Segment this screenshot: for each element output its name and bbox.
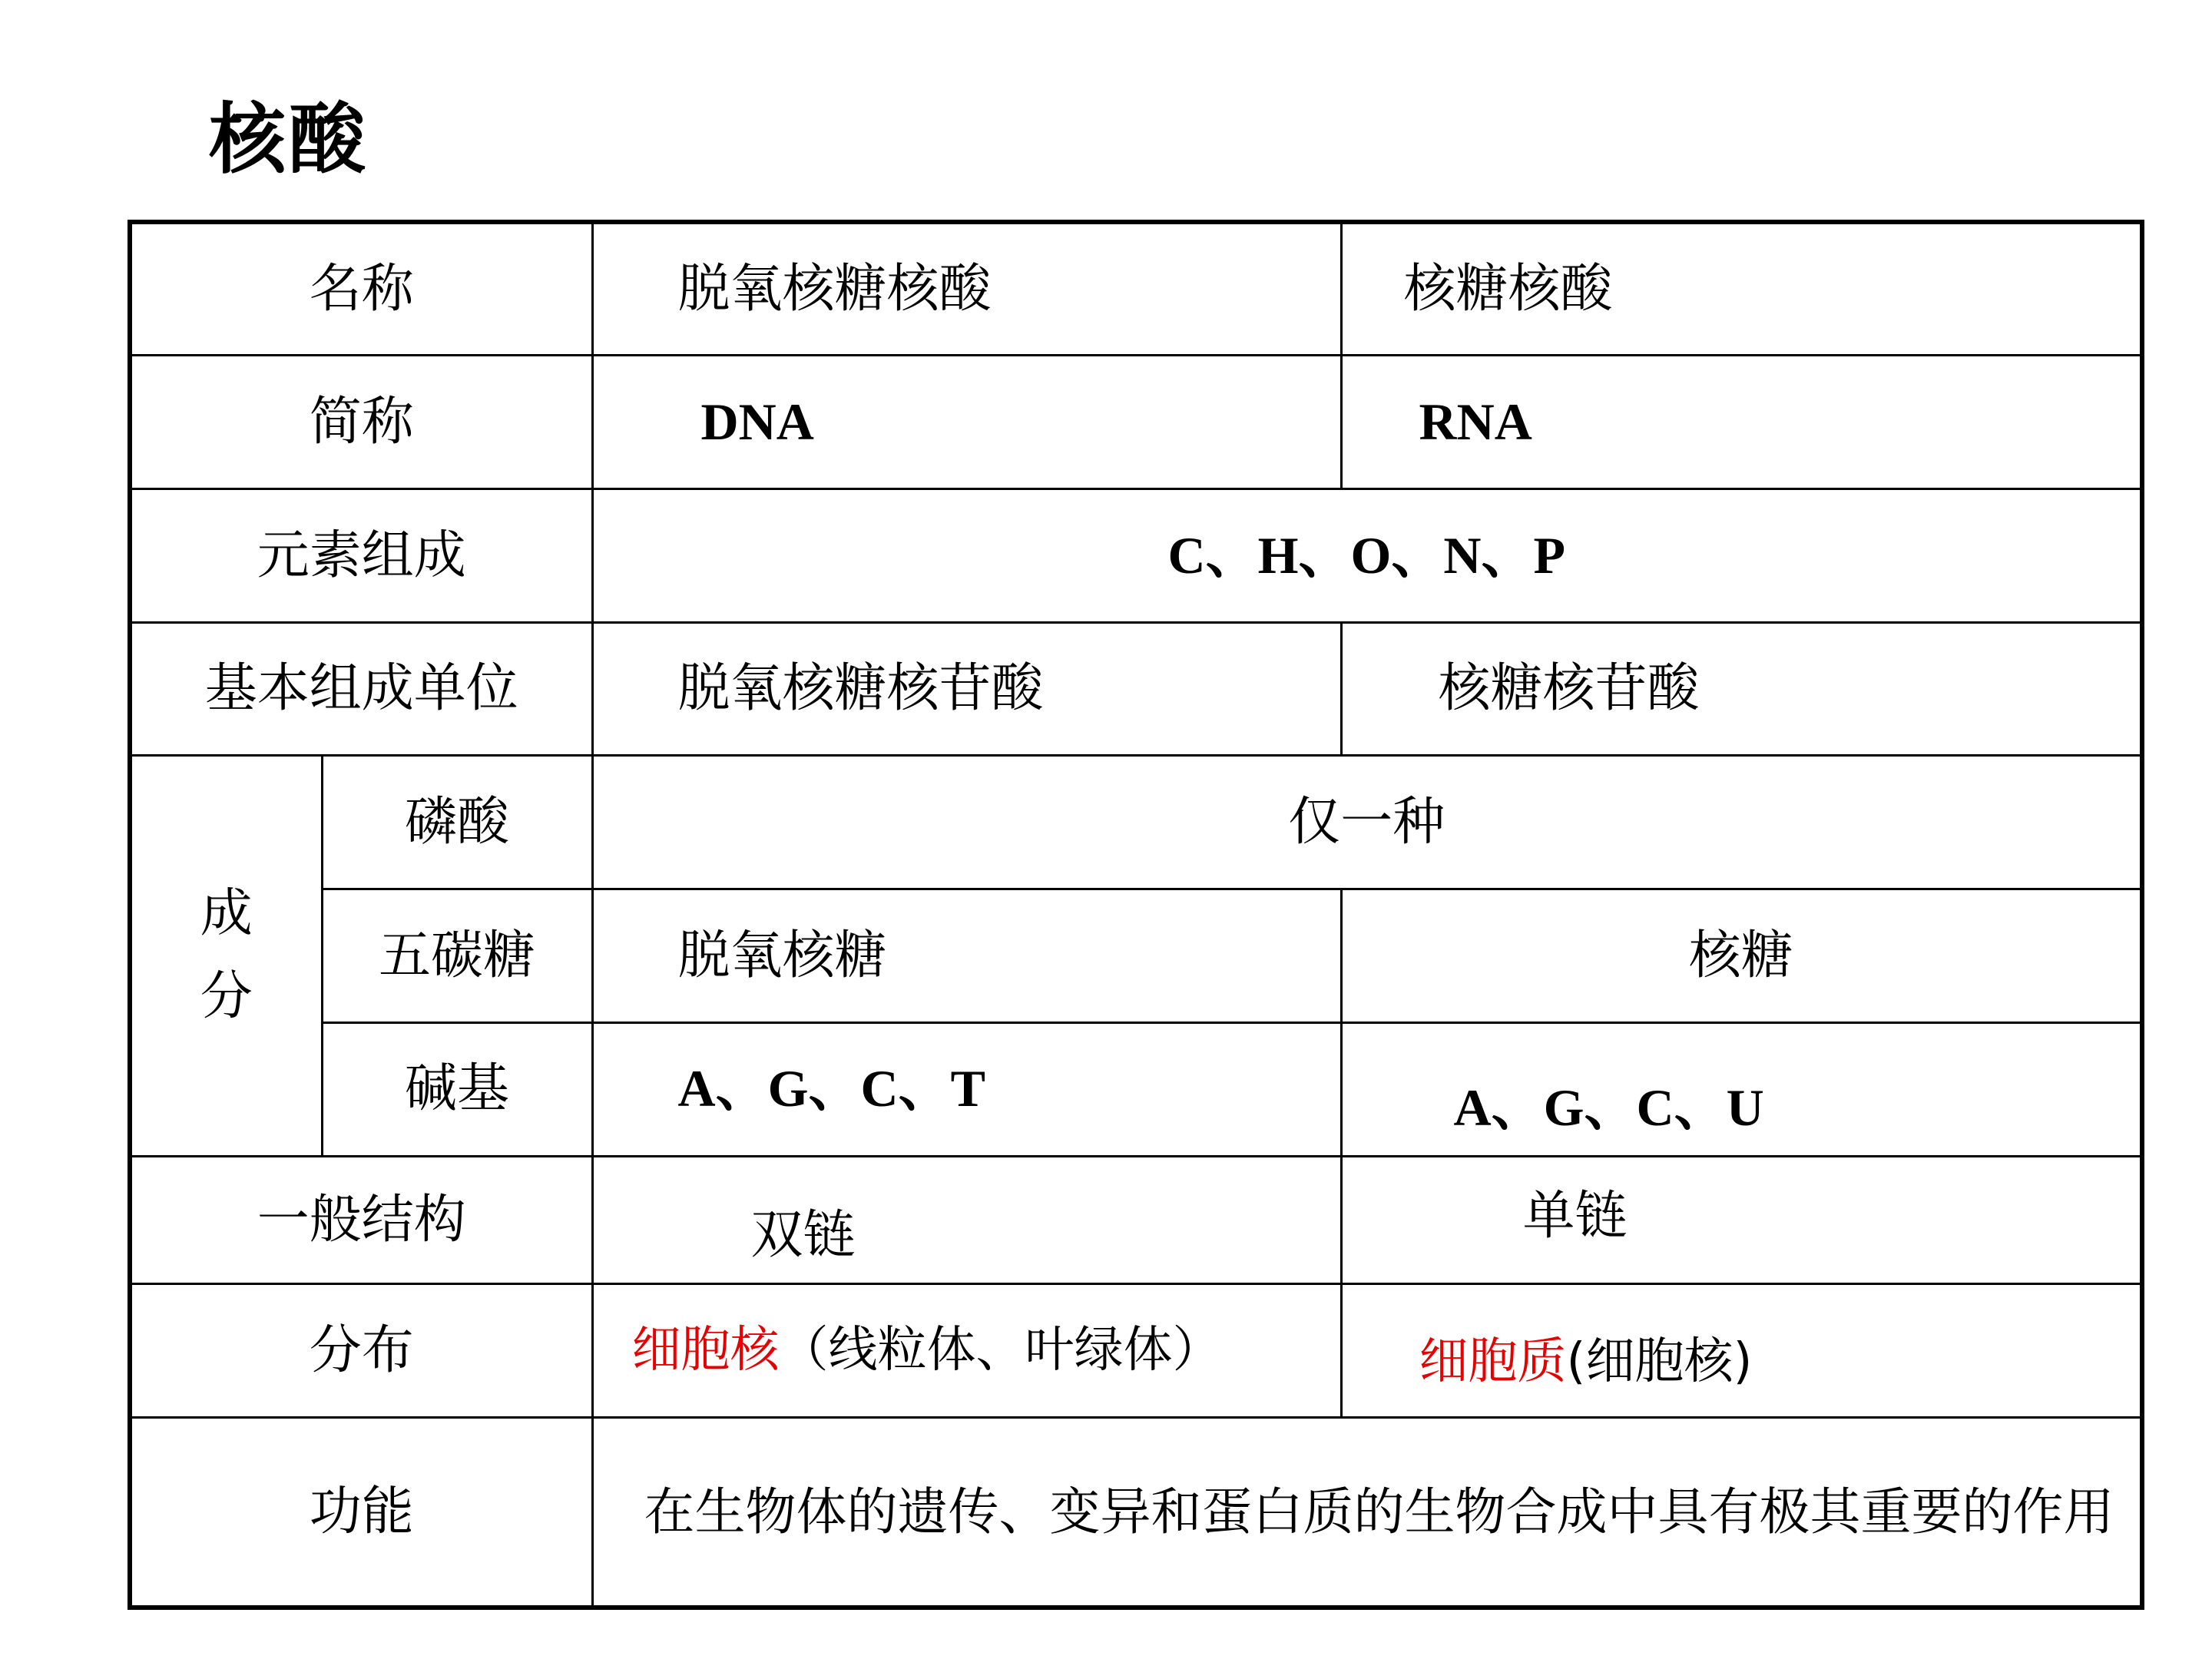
components-label-2: 分	[200, 966, 253, 1028]
rna-structure: 单链	[1341, 1156, 2142, 1284]
rna-distribution-main: 细胞质	[1419, 1333, 1567, 1390]
dna-structure: 双链	[592, 1156, 1341, 1284]
components-label-1: 成	[200, 882, 253, 944]
nucleic-acid-table	[127, 220, 2144, 1610]
rna-abbr: RNA	[1341, 356, 2142, 489]
row-bases	[130, 1022, 2142, 1156]
function-value: 在生物体的遗传、变异和蛋白质的生物合成中具有极其重要的作用	[592, 1417, 2142, 1608]
row-distribution	[130, 1284, 2142, 1418]
row-unit	[130, 622, 2142, 756]
rna-name: 核糖核酸	[1341, 222, 2142, 356]
dna-sugar: 脱氧核糖	[592, 889, 1341, 1023]
dna-abbr: DNA	[592, 356, 1341, 489]
row-header-abbr: 简称	[130, 356, 592, 489]
row-sugar	[130, 889, 2142, 1023]
page-title: 核酸	[209, 94, 369, 184]
dna-distribution-extra: （线粒体、叶绿体）	[779, 1321, 1222, 1379]
row-header-bases: 碱基	[322, 1022, 592, 1156]
dna-unit: 脱氧核糖核苷酸	[592, 622, 1341, 756]
row-structure	[130, 1156, 2142, 1284]
row-header-distribution: 分布	[130, 1284, 592, 1418]
rna-distribution-extra: (细胞核)	[1566, 1333, 1753, 1390]
row-header-function: 功能	[130, 1417, 592, 1608]
row-header-structure: 一般结构	[130, 1156, 592, 1284]
row-function	[130, 1417, 2142, 1608]
rna-sugar: 核糖	[1341, 889, 2142, 1023]
row-header-components	[130, 756, 322, 1156]
row-name	[130, 222, 2142, 356]
elements-value: C、H、O、N、P	[592, 488, 2142, 622]
row-phosphate	[130, 756, 2142, 889]
row-header-unit: 基本组成单位	[130, 622, 592, 756]
dna-distribution-main: 细胞核	[631, 1321, 780, 1379]
row-header-phosphate: 磷酸	[322, 756, 592, 889]
dna-bases: A、G、C、T	[592, 1022, 1341, 1156]
rna-distribution	[1341, 1284, 2142, 1418]
row-header-sugar: 五碳糖	[322, 889, 592, 1023]
dna-distribution	[592, 1284, 1341, 1418]
row-header-name: 名称	[130, 222, 592, 356]
dna-name: 脱氧核糖核酸	[592, 222, 1341, 356]
row-elements	[130, 488, 2142, 622]
row-header-elements: 元素组成	[130, 488, 592, 622]
rna-unit: 核糖核苷酸	[1341, 622, 2142, 756]
row-abbr	[130, 356, 2142, 489]
phosphate-value: 仅一种	[592, 756, 2142, 889]
rna-bases: A、G、C、U	[1341, 1022, 2142, 1156]
